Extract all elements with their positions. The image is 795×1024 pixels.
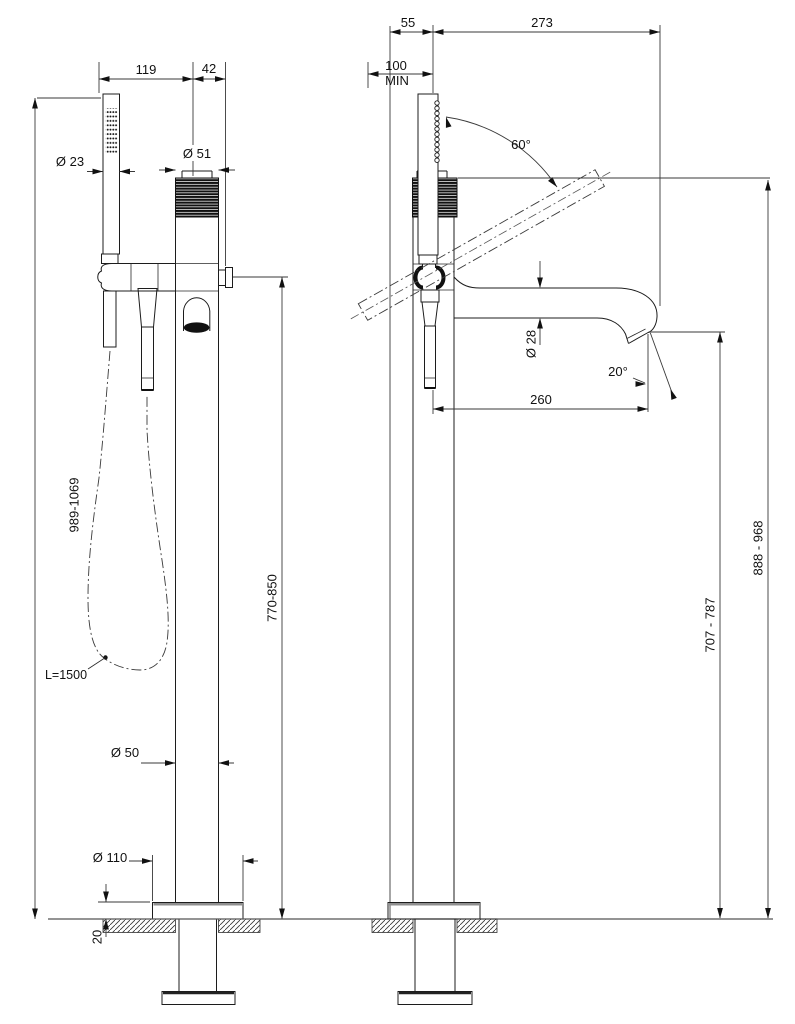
- dim-min-clearance: [368, 58, 433, 88]
- dim-handshower-diameter: [56, 154, 135, 174]
- front-base: [103, 903, 260, 1005]
- floor-hatch-right: [219, 919, 261, 933]
- dim-max-height-range: [751, 180, 771, 919]
- dim-spout-diameter: [524, 261, 543, 358]
- front-view: [32, 61, 288, 1005]
- side-floor-hatch-left: [372, 919, 413, 933]
- side-below-floor-pipe: [415, 919, 455, 992]
- front-side-knob: [219, 268, 233, 288]
- dim-column-top-diameter: [159, 145, 235, 173]
- dim-100-label: 100: [385, 58, 407, 73]
- dim-d28-label: Ø 28: [523, 329, 539, 359]
- hose-length-label: L=1500: [44, 668, 88, 682]
- front-knurled-handle: [176, 178, 219, 217]
- dim-888-968-label: 888 - 968: [750, 520, 766, 576]
- side-shower-bracket: [421, 290, 439, 302]
- dim-55-label: 55: [400, 15, 416, 30]
- dim-20-label: 20: [89, 929, 105, 945]
- tilted-hand-shower-phantom: [346, 163, 616, 327]
- front-hand-shower: [98, 94, 176, 347]
- dim-42-label: 42: [201, 61, 217, 76]
- dim-spout-reach: [433, 390, 648, 414]
- dim-base-thickness: [90, 884, 151, 944]
- front-below-floor-pipe: [179, 919, 217, 992]
- dim-column-diameter: [111, 745, 234, 766]
- dim-spout-end-angle: [608, 332, 677, 412]
- dim-d51-label: Ø 51: [182, 146, 212, 161]
- side-base: [372, 903, 497, 1005]
- side-column: [413, 171, 458, 903]
- side-joystick-handle: [422, 302, 438, 388]
- dim-260-label: 260: [530, 392, 552, 407]
- dim-d23-label: Ø 23: [55, 154, 85, 169]
- front-column: [176, 171, 219, 903]
- spray-face-dots: [106, 108, 118, 153]
- front-hose-loop: [88, 351, 168, 670]
- side-floor-hatch-right: [457, 919, 497, 933]
- dim-min-label: MIN: [385, 73, 409, 88]
- dim-707-787-label: 707 - 787: [702, 597, 718, 653]
- spout-outlet-aerator: [184, 322, 210, 332]
- dim-20deg-label: 20°: [608, 364, 628, 379]
- front-shower-bracket: [98, 264, 176, 292]
- dim-spout-tip-height-range: [651, 332, 725, 919]
- dim-outlet-height: [233, 277, 288, 919]
- swivel-angle-arc: [446, 117, 557, 187]
- dim-119-label: 119: [135, 62, 157, 77]
- front-shower-handle: [104, 291, 117, 347]
- dim-60deg-label: 60°: [511, 137, 531, 152]
- front-spout-outlet: [184, 298, 210, 333]
- dim-989-1069-label: 989-1069: [66, 477, 82, 533]
- front-joystick-handle: [138, 289, 157, 391]
- dim-770-850-label: 770-850: [264, 574, 280, 622]
- dim-d110-label: Ø 110: [92, 850, 128, 865]
- dim-overall-height: [32, 98, 101, 919]
- side-spout: [454, 277, 657, 344]
- dim-273-label: 273: [531, 15, 553, 30]
- floor-hatch-left: [103, 919, 176, 933]
- dim-d50-label: Ø 50: [110, 745, 140, 760]
- side-view: [346, 15, 771, 1005]
